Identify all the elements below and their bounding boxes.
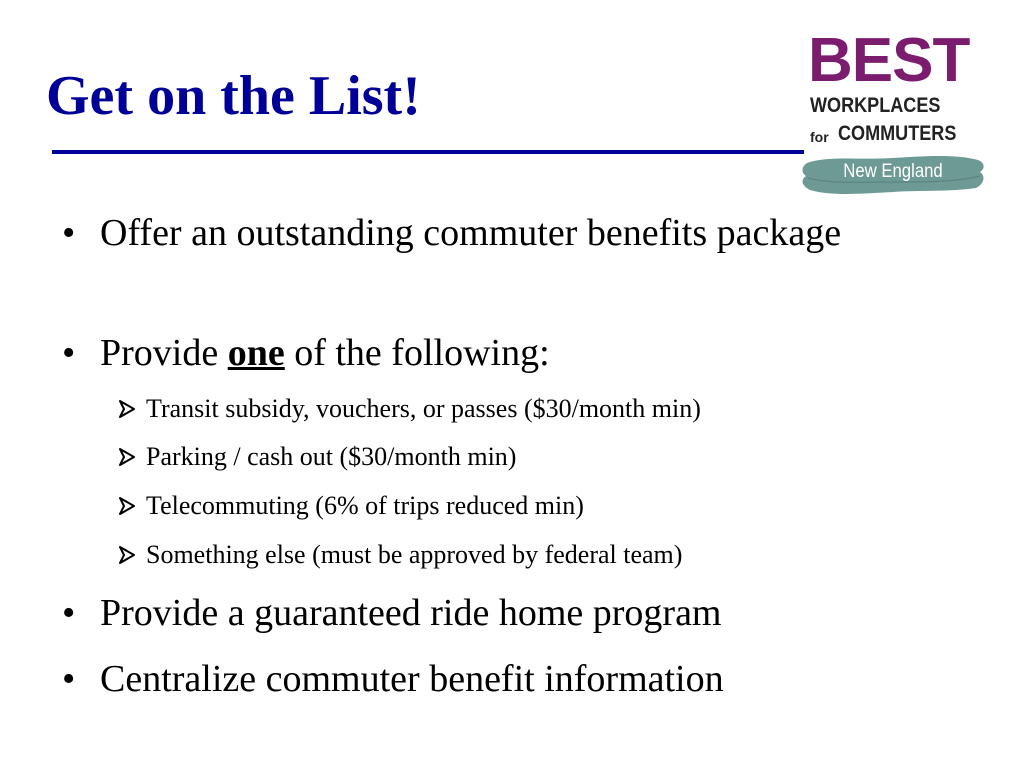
sub-bullet-text: Parking / cash out ($30/month min) xyxy=(146,442,517,471)
bullet-text: Offer an outstanding commuter benefits package xyxy=(100,212,842,254)
sub-bullet-text: Transit subsidy, vouchers, or passes ($30/month min) xyxy=(146,394,701,423)
sub-bullet-text: Telecommuting (6% of trips reduced min) xyxy=(146,491,584,520)
bullet-text xyxy=(100,326,860,380)
arrow-bullet-icon xyxy=(116,398,138,420)
logo-region-text: New England xyxy=(843,161,943,182)
arrow-bullet-icon xyxy=(116,446,138,468)
logo-best-text: BEST xyxy=(808,26,970,95)
arrow-bullet-icon xyxy=(116,544,138,566)
logo-workplaces-text: WORKPLACES xyxy=(810,94,941,117)
slide-title: Get on the List! xyxy=(46,65,421,127)
bullet-marker: • xyxy=(62,332,76,374)
bullet-emphasis: one xyxy=(227,332,285,374)
logo-for-text: for xyxy=(810,129,829,145)
logo-commuters-text: COMMUTERS xyxy=(838,122,957,145)
bullet-text-prefix: Provide xyxy=(100,332,228,374)
bullet-text: Provide a guaranteed ride home program xyxy=(100,592,722,634)
bullet-text-suffix: of the following: xyxy=(284,332,550,374)
bullet-marker: • xyxy=(62,212,76,254)
bullet-marker: • xyxy=(62,592,76,634)
arrow-bullet-icon xyxy=(116,495,138,517)
bullet-text: Centralize commuter benefit information xyxy=(100,658,724,700)
sub-bullet-text: Something else (must be approved by federal team) xyxy=(146,540,683,569)
bullet-marker: • xyxy=(62,658,76,700)
